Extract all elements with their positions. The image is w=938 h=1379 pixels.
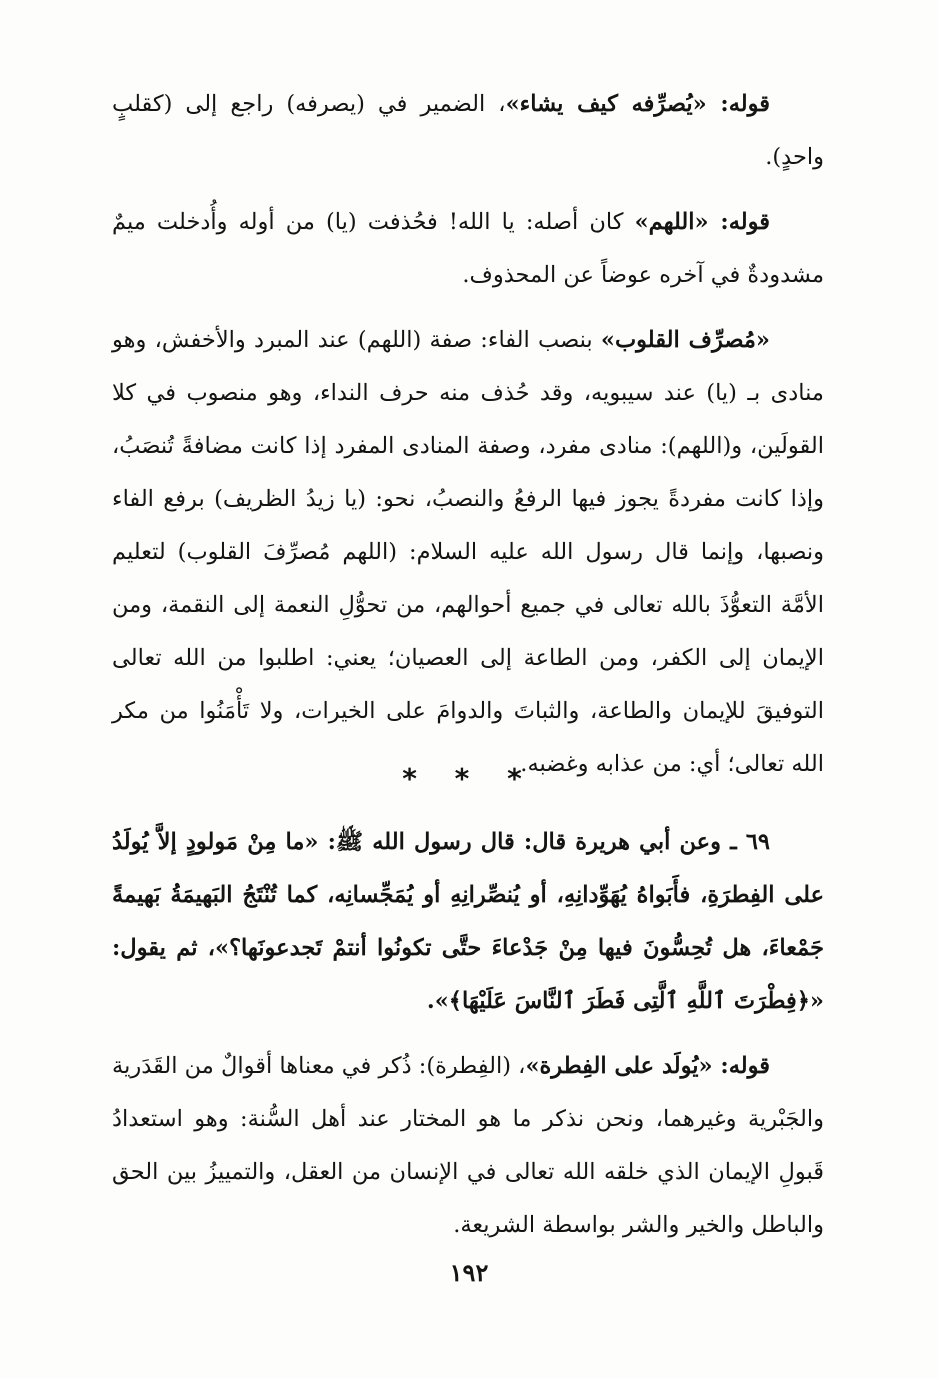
quoted-phrase: «يُولَد على الفِطرة»: [525, 1053, 713, 1079]
commentary-text: كان أصله: يا الله! فحُذفت (يا) من أوله وأُدخلت ميمٌ مشدودةٌ في آخره عوضاً عن المحذوف.: [112, 209, 824, 288]
hadith-section: [112, 816, 824, 1252]
commentary-label: قوله:: [708, 209, 770, 235]
commentary-label: قوله:: [706, 91, 770, 117]
commentary-paragraph-4: [112, 1040, 824, 1252]
commentary-paragraph-2: [112, 196, 824, 302]
commentary-text: ، الضمير في (يصرفه) راجع إلى (كقلبٍ واحدٍ).: [112, 91, 824, 170]
commentary-paragraph-1: [112, 78, 824, 184]
quoted-phrase: «اللهم»: [634, 209, 709, 235]
page-number: ١٩٢: [449, 1258, 489, 1287]
commentary-section: [112, 78, 824, 791]
commentary-text: بنصب الفاء: صفة (اللهم) عند المبرد والأخفش، وهو منادى بـ (يا) عند سيبويه، وقد حُذف منه حرف النداء، وهو منصوب في كلا القولَين، و(اللهم): منادى مفرد، وصفة المنادى المفرد إذا كانت مضافةً تُنصَبُ، وإذا كانت مفردةً يجوز فيها الرفعُ والنصبُ، نحو: (يا زيدُ الظريف) برفع الفاء ونصبها، وإنما قال رسول الله عليه السلام: (اللهم مُصرِّفَ القلوب) لتعليم الأمَّة التعوُّذَ بالله تعالى في جميع أحوالهم، من تحوُّلِ النعمة إلى النقمة، ومن الإيمان إلى الكفر، ومن الطاعة إلى العصيان؛ يعني: اطلبوا من الله تعالى التوفيقَ للإيمان والطاعة، والثباتَ والدوامَ على الخيرات، ولا تَأْمَنُوا من مكر الله تعالى؛ أي: من عذابه وغضبه.: [112, 327, 824, 777]
hadith-text: ٦٩ ـ وعن أبي هريرة قال: قال رسول الله ﷺ: «ما مِنْ مَولودٍ إلاَّ يُولَدُ على الفِطرَةِ، فأَبَواهُ يُهَوِّدانِهِ، أو يُنصِّرانِهِ أو يُمَجِّسانِه، كما تُنْتَجُ البَهيمَةُ بَهيمةً جَمْعاءَ، هل تُحِسُّونَ فيها مِنْ جَدْعاءَ حتَّى تكونُوا أنتمْ تَجدعونَها؟»، ثم يقول: «﴿فِطْرَتَ ٱللَّهِ ٱلَّتِى فَطَرَ ٱلنَّاسَ عَلَيْهَا﴾».: [112, 829, 824, 1014]
commentary-paragraph-3: [112, 314, 824, 791]
section-separator: * * *: [402, 762, 536, 795]
quoted-phrase: «مُصرِّف القلوب»: [600, 327, 770, 353]
commentary-text: ، (الفِطرة): ذُكر في معناها أقوالٌ من القَدَرية والجَبْرية وغيرهما، ونحن نذكر ما هو المختار عند أهل السُّنة: وهو استعدادُ قَبولِ الإيمان الذي خلقه الله تعالى في الإنسان من العقل، والتمييزُ بين الحق والباطل والخير والشر بواسطة الشريعة.: [112, 1053, 824, 1238]
commentary-label: قوله:: [712, 1053, 770, 1079]
quoted-phrase: «يُصرِّفه كيف يشاء»: [505, 91, 707, 117]
